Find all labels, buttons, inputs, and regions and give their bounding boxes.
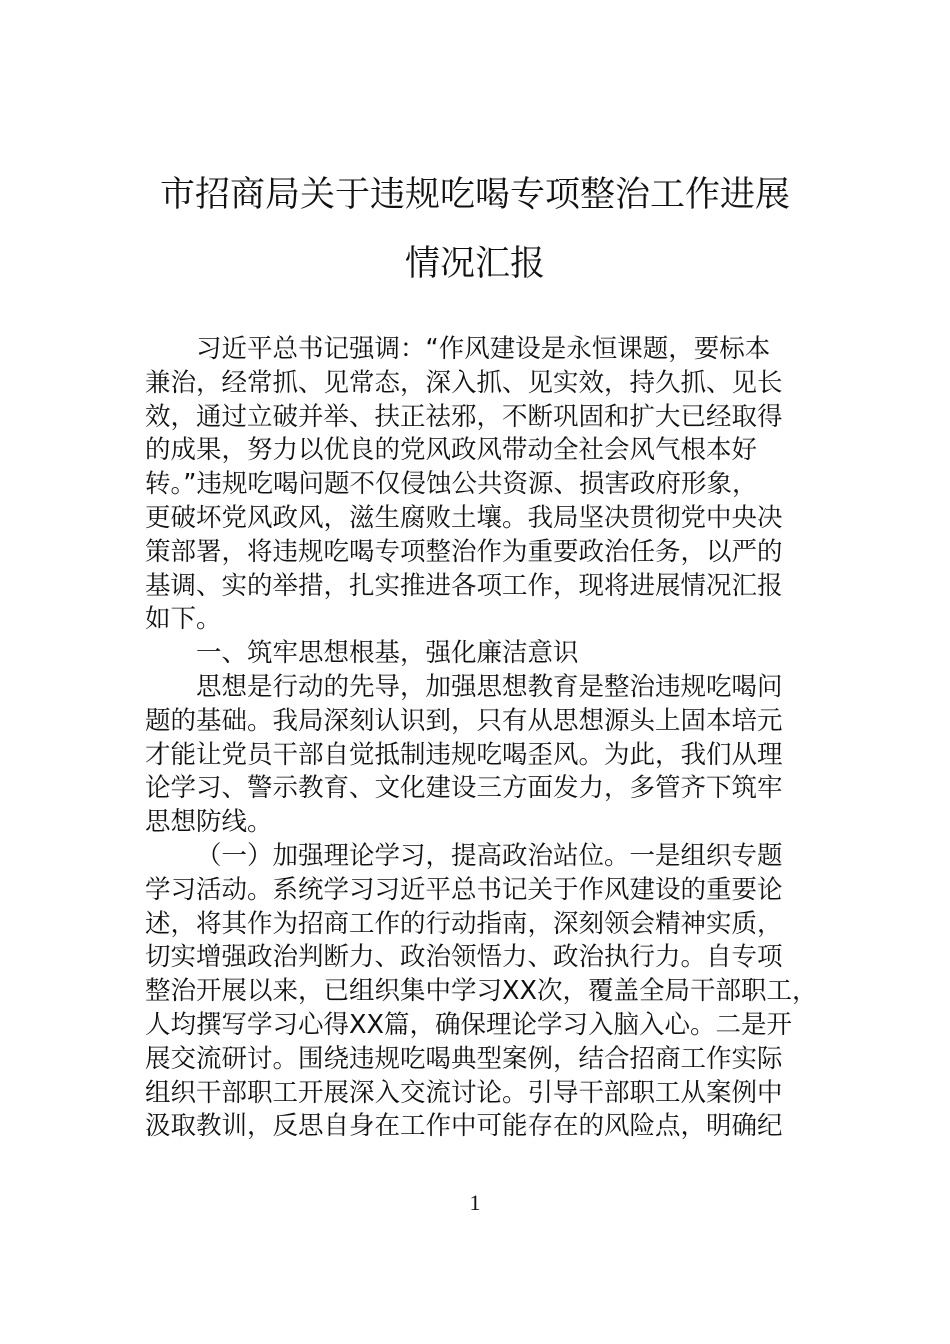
paragraph-line: 述，将其作为招商工作的行动指南，深刻领会精神实质，: [145, 908, 783, 939]
paragraph-line: 展交流研讨。围绕违规吃喝典型案例，结合招商工作实际: [145, 1043, 783, 1074]
paragraph-line: 转。”违规吃喝问题不仅侵蚀公共资源、损害政府形象，: [145, 469, 758, 500]
document-title-line-1: 市招商局关于违规吃喝专项整治工作进展: [159, 175, 790, 215]
paragraph-line: 汲取教训，反思自身在工作中可能存在的风险点，明确纪: [145, 1111, 783, 1142]
paragraph-line: 组织干部职工开展深入交流讨论。引导干部职工从案例中: [145, 1077, 783, 1108]
paragraph-line: 题的基础。我局深刻认识到，只有从思想源头上固本培元: [145, 705, 783, 736]
paragraph-line: 效，通过立破并举、扶正祛邪，不断巩固和扩大已经取得: [145, 401, 783, 432]
paragraph-line: 的成果，努力以优良的党风政风带动全社会风气根本好: [145, 435, 758, 466]
paragraph-line: 习近平总书记强调：“作风建设是永恒课题，要标本: [196, 334, 771, 364]
paragraph-line: 人均撰写学习心得XX篇，确保理论学习入脑入心。二是开: [145, 1009, 792, 1040]
subsection-paragraph-line: （一）加强理论学习，提高政治站位。一是组织专题: [196, 840, 783, 871]
page-number: 1: [469, 1190, 481, 1215]
paragraph-line: 基调、实的举措，扎实推进各项工作，现将进展情况汇报: [145, 570, 783, 601]
section-heading: 一、筑牢思想根基，强化廉洁意识: [196, 638, 579, 669]
paragraph-line: 学习活动。系统学习习近平总书记关于作风建设的重要论: [145, 874, 783, 905]
document-body: [145, 333, 818, 1144]
paragraph-line: 兼治，经常抓、见常态，深入抓、见实效，持久抓、见长: [145, 367, 783, 398]
paragraph-line: 策部署，将违规吃喝专项整治作为重要政治任务，以严的: [145, 536, 783, 567]
paragraph-line: 才能让党员干部自觉抵制违规吃喝歪风。为此，我们从理: [145, 739, 783, 770]
paragraph-line: 思想是行动的先导，加强思想教育是整治违规吃喝问: [196, 671, 783, 702]
paragraph-line: 更破坏党风政风，滋生腐败土壤。我局坚决贯彻党中央决: [145, 502, 783, 533]
paragraph-line: 思想防线。: [145, 807, 273, 838]
paragraph-line: 如下。: [145, 604, 222, 635]
paragraph-line: 整治开展以来，已组织集中学习XX次，覆盖全局干部职工，: [145, 976, 818, 1007]
paragraph-line: 切实增强政治判断力、政治领悟力、政治执行力。自专项: [145, 942, 783, 973]
paragraph-line: 论学习、警示教育、文化建设三方面发力，多管齐下筑牢: [145, 773, 783, 804]
document-title-line-2: 情况汇报: [404, 244, 545, 284]
